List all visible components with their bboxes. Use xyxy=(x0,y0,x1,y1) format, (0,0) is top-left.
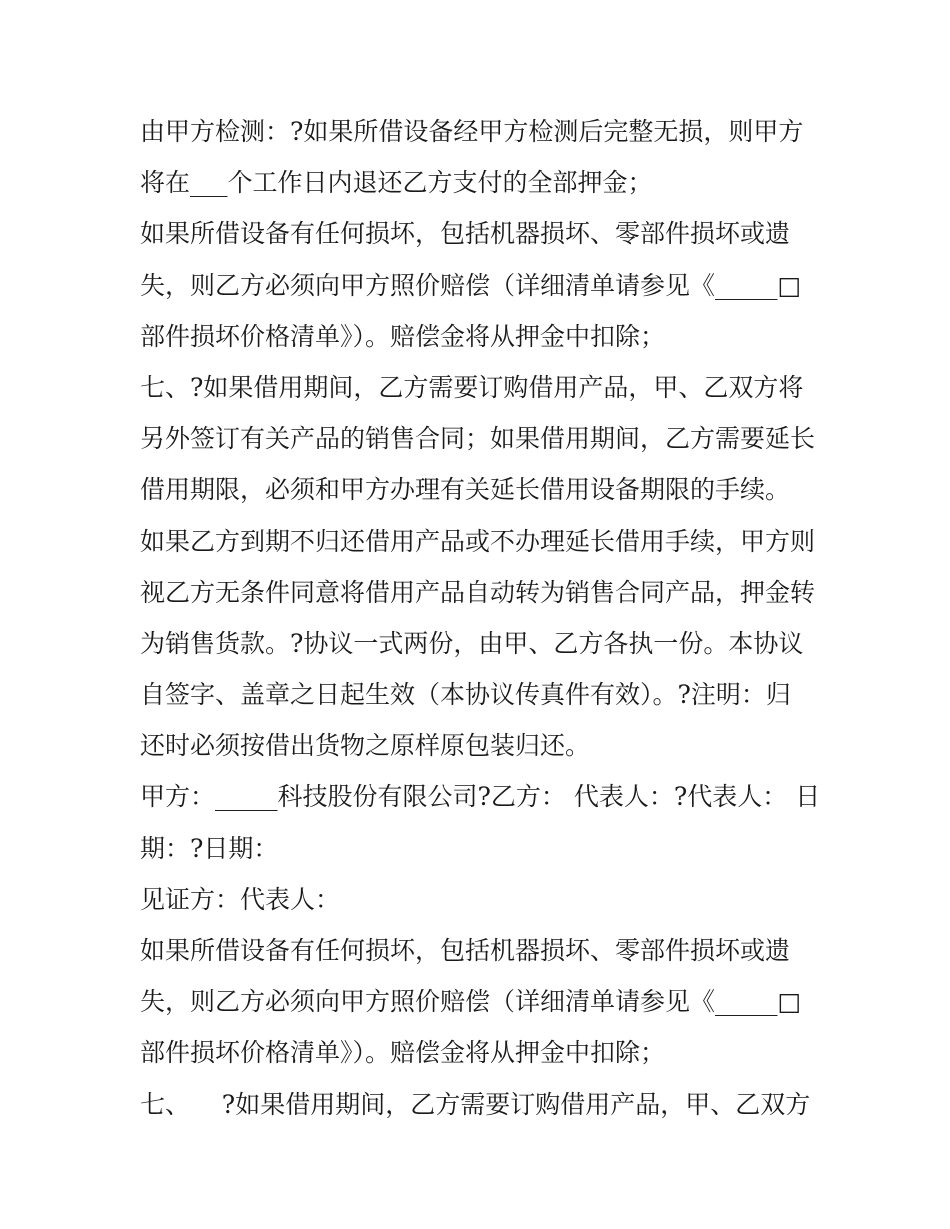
text-line-18: 失，则乙方必须向甲方照价赔偿（详细清单请参见《_____□ xyxy=(140,987,802,1017)
text-line-5: 部件损坏价格清单》）。赔偿金将从押金中扣除； xyxy=(140,321,666,351)
text-line-14: 甲方：_____科技股份有限公司?乙方： 代表人：?代表人： 日 xyxy=(140,782,821,812)
text-line-11: 为销售货款。?协议一式两份，由甲、乙方各执一份。本协议 xyxy=(140,628,804,658)
text-line-19: 部件损坏价格清单》）。赔偿金将从押金中扣除； xyxy=(140,1038,666,1068)
text-line-9: 如果乙方到期不归还借用产品或不办理延长借用手续，甲方则 xyxy=(140,526,816,556)
text-line-15: 期：?日期： xyxy=(140,833,279,863)
text-line-12: 自签字、盖章之日起生效（本协议传真件有效）。?注明：归 xyxy=(140,680,791,710)
text-line-7: 另外签订有关产品的销售合同；如果借用期间，乙方需要延长 xyxy=(140,424,816,454)
text-line-6: 七、?如果借用期间，乙方需要订购借用产品，甲、乙双方将 xyxy=(140,372,804,402)
text-line-20: 七、 ?如果借用期间，乙方需要订购借用产品，甲、乙双方 xyxy=(140,1089,811,1119)
document-body xyxy=(140,106,830,1130)
text-line-3: 如果所借设备有任何损坏，包括机器损坏、零部件损坏或遗 xyxy=(140,219,791,249)
text-line-10: 视乙方无条件同意将借用产品自动转为销售合同产品，押金转 xyxy=(140,577,816,607)
text-line-8: 借用期限，必须和甲方办理有关延长借用设备期限的手续。 xyxy=(140,475,791,505)
text-line-4: 失，则乙方必须向甲方照价赔偿（详细清单请参见《_____□ xyxy=(140,270,802,300)
text-line-16: 见证方：代表人： xyxy=(140,884,341,914)
text-line-2: 将在___个工作日内退还乙方支付的全部押金； xyxy=(140,168,653,198)
text-line-17: 如果所借设备有任何损坏，包括机器损坏、零部件损坏或遗 xyxy=(140,936,791,965)
text-line-1: 由甲方检测：?如果所借设备经甲方检测后完整无损，则甲方 xyxy=(140,117,804,146)
text-line-13: 还时必须按借出货物之原样原包装归还。 xyxy=(140,731,591,761)
